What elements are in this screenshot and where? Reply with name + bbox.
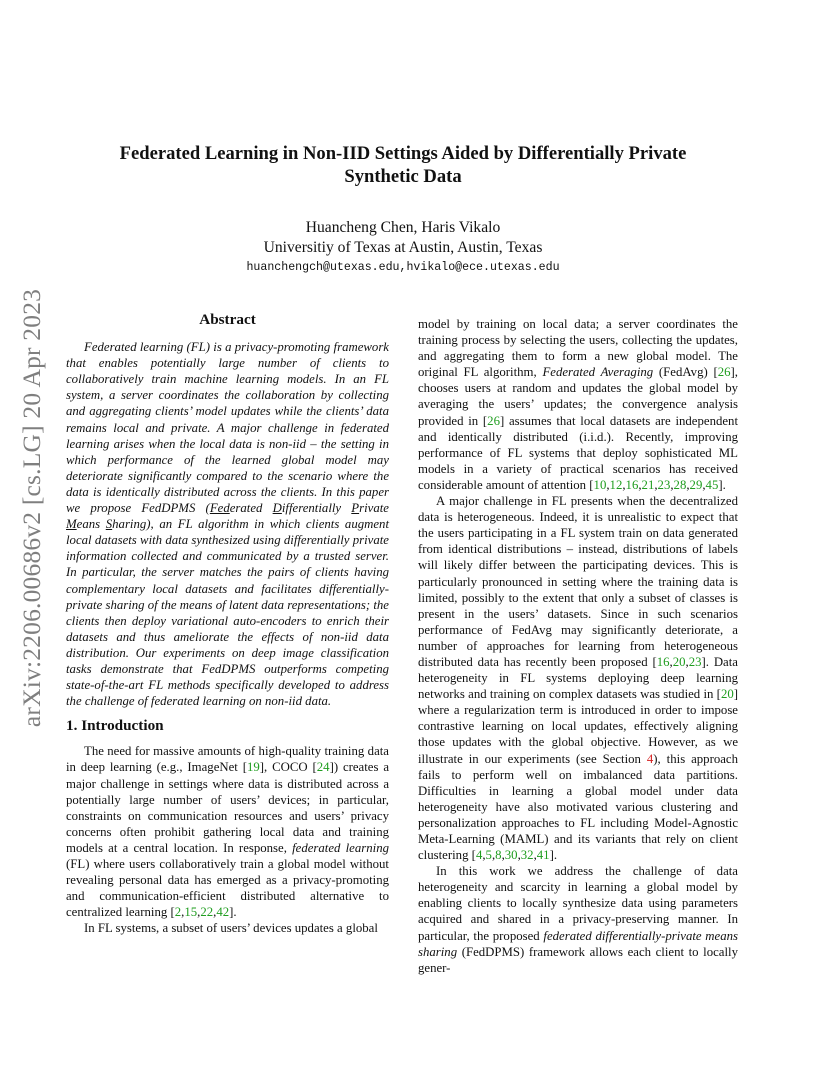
arxiv-identifier[interactable]: arXiv:2206.00686v2 [cs.LG] 20 Apr 2023 bbox=[17, 288, 46, 728]
citation-42[interactable]: 42 bbox=[216, 905, 230, 920]
citation-41[interactable]: 41 bbox=[536, 848, 550, 863]
citation-21[interactable]: 21 bbox=[641, 477, 655, 492]
citation-45[interactable]: 45 bbox=[705, 477, 719, 492]
citation-29[interactable]: 29 bbox=[689, 477, 703, 492]
abstract-heading: Abstract bbox=[199, 311, 256, 328]
introduction-heading: 1. Introduction bbox=[66, 717, 164, 735]
citation-8[interactable]: 8 bbox=[495, 848, 502, 863]
intro-paragraph-1: The need for massive amounts of high-quality training data in deep learning (e.g., ImageNet [19], COCO [24]) creates a major challenge in settings where data is distributed across a potentially large number of users’ devices; in particular, constraints on communication resources and users’ privacy concerns often prohibit gathering local data and training models at a central location. In response, federated learning (FL) where users collaboratively train a global model without revealing personal data has emerged as a privacy-promoting and communication-efficient distributed alternative to centralized learning [2,15,22,42]. bbox=[66, 744, 389, 920]
citation-5[interactable]: 5 bbox=[485, 848, 492, 863]
right-paragraph-1: model by training on local data; a server coordinates the training process by selecting the users, collecting the updates, and aggregating them to form a new global model. The original FL algorithm, Federated Averaging (FedAvg) [26], chooses users at random and updates the global model by averaging the users’ updates; the convergence analysis provided in [26] assumes that local datasets are independent and identically distributed (i.i.d.). Recently, improving performance of FL systems that deploy sophisticated ML models in a variety of practical scenarios has received considerable amount of attention [10,12,16,21,23,28,29,45]. bbox=[418, 317, 738, 492]
paper-title bbox=[88, 142, 718, 188]
right-paragraph-3: In this work we address the challenge of data heterogeneity and scarcity in learning a global model by enabling clients to locally synthesize data using parameters acquired and shared in a privacy-preserving manner. In particular, the proposed federated differentially-private means sharing (FedDPMS) framework allows each client to locally gener- bbox=[418, 864, 738, 975]
citation-24[interactable]: 24 bbox=[316, 760, 330, 775]
citation-2[interactable]: 2 bbox=[174, 905, 182, 920]
right-paragraph-2: A major challenge in FL presents when the decentralized data is heterogeneous. Indeed, it is unrealistic to expect that the users participating in a FL system train on data generated from identical distributions – instead, distributions of labels will likely differ between the participating devices. This is particularly pronounced in setting where the training data is limited, possibly to the extent that only a subset of classes is present in the users’ datasets. Since in such scenarios performance of FedAvg may significantly deteriorate, a number of approaches for learning from heterogeneous distributed data has recently been proposed [16,20,23]. Data heterogeneity in FL systems deploying deep learning networks and training on complex datasets was studied in [20] where a regularization term is introduced in order to impose contrastive learning on local updates, effectively aligning those updates with the global objective. However, as we illustrate in our experiments (see Section 4), this approach fails to perform well on imbalanced data partitions. Difficulties in learning a global model under data heterogeneity have also motivated various clustering and personalization approaches to FL including Model-Agnostic Meta-Learning (MAML) and its variants that rely on client clustering [4,5,8,30,32,41]. bbox=[418, 494, 738, 863]
citation-12[interactable]: 12 bbox=[609, 477, 623, 492]
citation-23[interactable]: 23 bbox=[657, 477, 671, 492]
title-line-1: Federated Learning in Non-IID Settings Aided by Differentially Private bbox=[119, 143, 687, 164]
citation-4[interactable]: 4 bbox=[475, 848, 483, 863]
title-line-2: Synthetic Data bbox=[344, 166, 462, 187]
citation-26[interactable]: 26 bbox=[717, 365, 731, 380]
citation-15[interactable]: 15 bbox=[184, 905, 198, 920]
section-4-link[interactable]: 4 bbox=[646, 751, 654, 766]
intro-paragraph-2: In FL systems, a subset of users’ devices updates a global bbox=[84, 921, 378, 936]
arxiv-watermark bbox=[14, 288, 50, 728]
citation-22[interactable]: 22 bbox=[200, 905, 214, 920]
citation-20[interactable]: 20 bbox=[720, 687, 734, 702]
right-column bbox=[418, 316, 738, 976]
citation-23[interactable]: 23 bbox=[688, 654, 702, 669]
abstract-text: Federated learning (FL) is a privacy-promoting framework that enables potentially large number of clients to collaboratively train machine learning models. In an FL system, a server coordinates the collaboration by collecting and aggregating clients’ model updates while the clients’ data remains local and private. A major challenge in federated learning arises when the local data is non-iid – the setting in which performance of the learned global model may deteriorate significantly compared to the scenario where the data is identically distributed across the clients. In this paper we propose FedDPMS (Federated Differentially Private Means Sharing), an FL algorithm in which clients augment local datasets with data synthesized using differentially private information collected and communicated by a trusted server. In particular, the server matches the pairs of clients having complementary local datasets and facilitates differentially-private sharing of the means of latent data representations; the clients then deploy variational auto-encoders to enrich their datasets and thus ameliorate the effects of non-iid data distribution. Our experiments on deep image classification tasks demonstrate that FedDPMS outperforms competing state-of-the-art FL methods specifically developed to address the challenge of federated learning on non-iid data. bbox=[66, 340, 390, 709]
citation-26[interactable]: 26 bbox=[487, 413, 500, 428]
citation-20[interactable]: 20 bbox=[672, 654, 686, 669]
author-emails: huanchengch@utexas.edu,hvikalo@ece.utexas.edu bbox=[246, 261, 560, 274]
citation-16[interactable]: 16 bbox=[625, 477, 639, 492]
affiliation: Universitiy of Texas at Austin, Austin, Texas bbox=[263, 239, 543, 256]
citation-32[interactable]: 32 bbox=[520, 848, 534, 863]
authors: Huancheng Chen, Haris Vikalo bbox=[305, 219, 501, 236]
citation-16[interactable]: 16 bbox=[656, 654, 670, 669]
left-column bbox=[66, 312, 389, 936]
citation-19[interactable]: 19 bbox=[246, 760, 260, 775]
citation-30[interactable]: 30 bbox=[504, 848, 518, 863]
citation-28[interactable]: 28 bbox=[673, 477, 687, 492]
citation-10[interactable]: 10 bbox=[593, 477, 607, 492]
